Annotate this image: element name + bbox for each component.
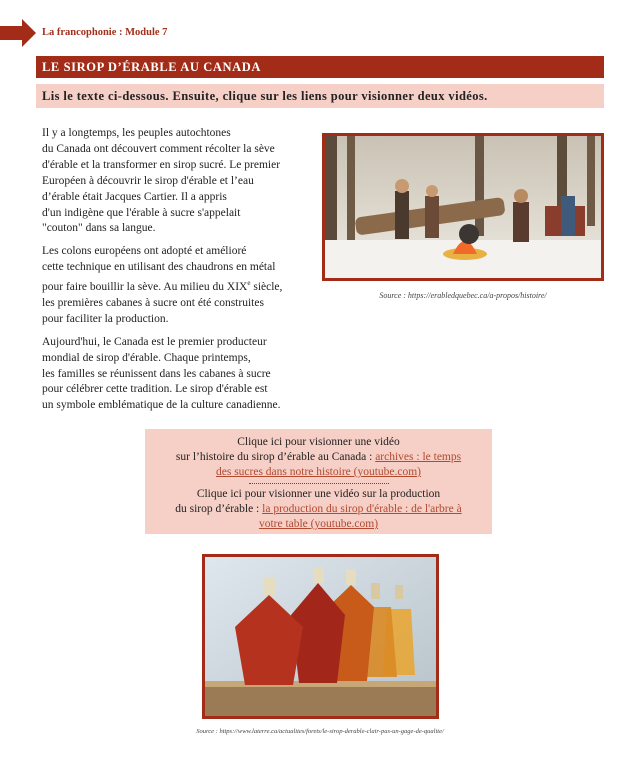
paragraph-3: Aujourd'hui, le Canada est le premier producteur mondial de sirop d'érable. Chaque printemps, les familles se réunissent dans les cabanes à sucre pour célébrer cette tradition. Le sirop d'érable est un symbole emblématique de la culture canadienne. (42, 335, 281, 412)
maple-syrup-bottles-photo (202, 554, 439, 719)
image-caption: Source : https://erabledquebec.ca/a-propos/histoire/ (379, 291, 547, 300)
module-label: La francophonie : Module 7 (42, 27, 168, 38)
video-link-history-cont[interactable]: des sucres dans notre histoire (youtube.com) (215, 466, 422, 478)
page-title: LE SIROP D’ÉRABLE AU CANADA (36, 56, 604, 78)
video-link-history[interactable]: archives : le temps (375, 451, 462, 463)
sugar-camp-illustration-graphic (325, 136, 601, 278)
video-link-production-cont[interactable]: votre table (youtube.com) (258, 518, 379, 530)
article-text (42, 126, 304, 421)
paragraph-2: Les colons européens ont adopté et amélioré cette technique en utilisant des chaudrons en métal pour faire bouillir la sève. Au milieu du XIXe siècle, les premières cabanes à sucre ont été construites pour faciliter la production. (42, 245, 283, 325)
sugar-camp-illustration (322, 133, 604, 281)
instruction-banner: Lis le texte ci-dessous. Ensuite, clique sur les liens pour visionner deux vidéos. (36, 84, 604, 108)
divider (249, 483, 389, 484)
video-links-box: Clique ici pour visionner une vidéo sur l’histoire du sirop d’érable au Canada : archives : le temps des sucres dans notre histoire (youtube.com) Clique ici pour visionner une vidéo sur la production du sirop d’érable : la production du sirop d'érable : de l'arbre à votre table (youtube.com) (145, 429, 492, 534)
maple-syrup-bottles-graphic (205, 557, 436, 716)
paragraph-1: Il y a longtemps, les peuples autochtones du Canada ont découvert comment récolter la sève d'érable et la transformer en sirop sucré. Le premier Européen à découvrir le sirop d'érable et l’eau d’érable était Jacques Cartier. Il a appris d'un indigène que l'érable à sucre s'appelait "couton" dans sa langue. (42, 127, 281, 235)
video-link-production[interactable]: la production du sirop d'érable : de l'arbre à (262, 503, 462, 515)
arrow-icon (0, 19, 36, 47)
image-caption: Source : https://www.laterre.ca/actualites/forets/le-sirop-derable-clair-pas-un-gage-de-qualite/ (196, 728, 444, 735)
